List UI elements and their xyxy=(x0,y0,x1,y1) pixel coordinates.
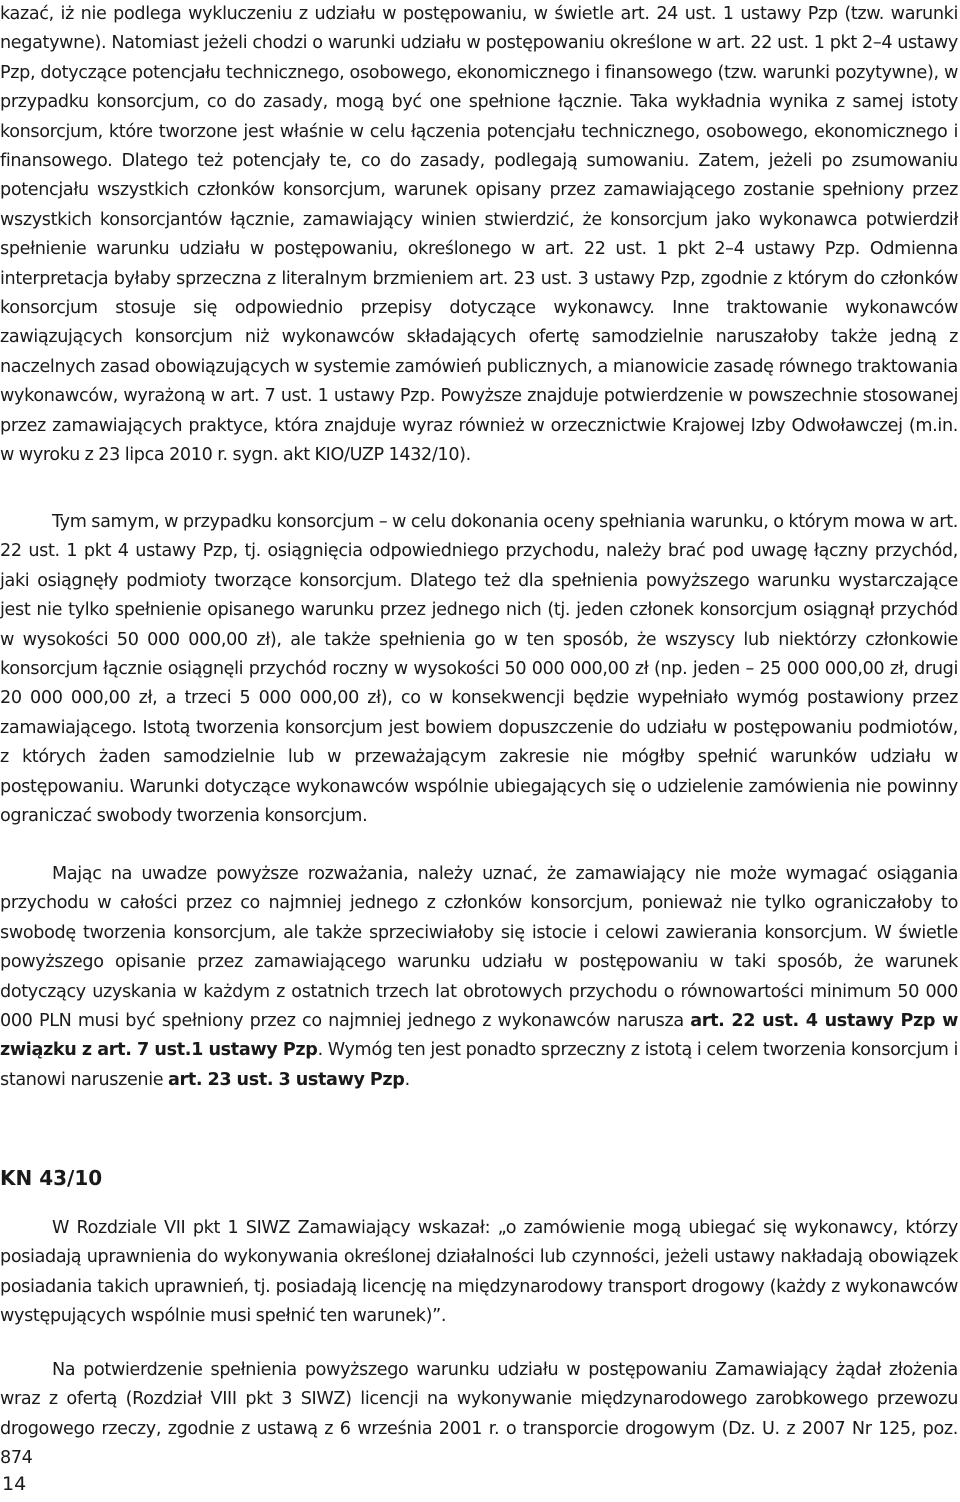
conclusion-text-continued: . Wymóg ten jest ponadto sprzeczny z istotą i celem tworzenia konsorcjum i stanowi naruszenie xyxy=(0,1040,958,1090)
section-heading: KN 43/10 xyxy=(0,1166,103,1190)
legal-reference-bold: art. 23 ust. 3 ustawy Pzp xyxy=(167,1069,405,1090)
paragraph-consortium-conditions: kazać, iż nie podlega wykluczeniu z udziału w postępowaniu, w świetle art. 24 ust. 1 ustawy Pzp (tzw. warunki negatywne). Natomiast jeżeli chodzi o warunki udziału w postępowaniu określone w art. 22 ust. 1 pkt 2–4 ustawy Pzp, dotyczące potencjału technicznego, osobowego, ekonomicznego i finansowego (tzw. warunki pozytywne), w przypadku konsorcjum, co do zasady, mogą być one spełnione łącznie. Taka wykładnia wynika z samej istoty konsorcjum, które tworzone jest właśnie w celu łączenia potencjału technicznego, osobowego, ekonomicznego i finansowego. Dlatego też potencjały te, co do zasady, podlegają sumowaniu. Zatem, jeżeli po zsumowaniu potencjału wszystkich członków konsorcjum, warunek opisany przez zamawiającego zostanie spełniony przez wszystkich konsorcjantów łącznie, zamawiający winien stwierdzić, że konsorcjum jako wykonawca potwierdził spełnienie warunku udziału w postępowaniu, określonego w art. 22 ust. 1 pkt 2–4 ustawy Pzp. Odmienna interpretacja byłaby sprzeczna z literalnym brzmieniem art. 23 ust. 3 ustawy Pzp, zgodnie z którym do członków konsorcjum stosuje się odpowiednio przepisy dotyczące wykonawcy. Inne traktowanie wykonawców zawiązujących konsorcjum niż wykonawców składających ofertę samodzielnie naruszałoby także jedną z naczelnych zasad obowiązujących w systemie zamówień publicznych, a mianowicie zasadę równego traktowania wykonawców, wyrażoną w art. 7 ust. 1 ustawy Pzp. Powyższe znajduje potwierdzenie w powszechnie stosowanej przez zamawiających praktyce, która znajduje wyraz również w orzecznictwie Krajowej Izby Odwoławczej (m.in. w wyroku z 23 lipca 2010 r. sygn. akt KIO/UZP 1432/10). xyxy=(0,4,958,466)
paragraph-siwz-requirement: W Rozdziale VII pkt 1 SIWZ Zamawiający wskazał: „o zamówienie mogą ubiegać się wykonawcy, którzy posiadają uprawnienia do wykonywania określonej działalności lub czynności, jeżeli ustawy nakładają obowiązek posiadania takich uprawnień, tj. posiadają licencję na międzynarodowy transport drogowy (każdy z wykonawców występujących wspólnie musi spełnić ten warunek)”. xyxy=(0,1218,958,1327)
paragraph-consortium-revenue: Tym samym, w przypadku konsorcjum – w celu dokonania oceny spełniania warunku, o którym mowa w art. 22 ust. 1 pkt 4 ustawy Pzp, tj. osiągnięcia odpowiedniego przychodu, należy brać pod uwagę łączny przychód, jaki osiągnęły podmioty tworzące konsorcjum. Dlatego też dla spełnienia powyższego warunku wystarczające jest nie tylko spełnienie opisanego warunku przez jednego nich (tj. jeden członek konsorcjum osiągnął przychód w wysokości 50 000 000,00 zł), ale także spełnienia go w ten sposób, że wszyscy lub niektórzy członkowie konsorcjum łącznie osiągnęli przychód roczny w wysokości 50 000 000,00 zł (np. jeden – 25 000 000,00 zł, drugi 20 000 000,00 zł, a trzeci 5 000 000,00 zł), co w konsekwencji będzie wypełniało wymóg postawiony przez zamawiającego. Istotą tworzenia konsorcjum jest bowiem dopuszczenie do udziału w postępowaniu podmiotów, z których żaden samodzielnie lub w przeważającym zakresie nie mógłby spełnić warunków udziału w postępowaniu. Warunki dotyczące wykonawców wspólnie ubiegających się o udzielenie zamówienia nie powinny ograniczać swobody tworzenia konsorcjum. xyxy=(0,512,958,827)
conclusion-text-end: . xyxy=(404,1069,410,1090)
paragraph-license-confirmation: Na potwierdzenie spełnienia powyższego warunku udziału w postępowaniu Zamawiający żądał złożenia wraz z ofertą (Rozdział VIII pkt 3 SIWZ) licencji na wykonywanie międzynarodowego zarobkowego przewozu drogowego rzeczy, zgodnie z ustawą z 6 września 2001 r. o transporcie drogowym (Dz. U. z 2007 Nr 125, poz. 874 xyxy=(0,1360,958,1469)
paragraph-conclusion xyxy=(0,860,958,1095)
legal-reference-bold: art. 22 ust. 4 ustawy Pzp w związku z art. 7 ust.1 ustawy Pzp xyxy=(0,1011,959,1061)
page-number: 14 xyxy=(2,1473,27,1495)
conclusion-text: Mając na uwadze powyższe rozważania, należy uznać, że zamawiający nie może wymagać osiągania przychodu w całości przez co najmniej jednego z członków konsorcjum, ponieważ nie tylko ograniczałoby to swobodę tworzenia konsorcjum, ale także sprzeciwiałoby się istocie i celowi zawierania konsorcjum. W świetle powyższego opisanie przez zamawiającego warunku udziału w postępowaniu w taki sposób, że warunek dotyczący uzyskania w każdym z ostatnich trzech lat obrotowych przychodu o równowartości minimum 50 000 000 PLN musi być spełniony przez co najmniej jednego z wykonawców narusza xyxy=(0,864,958,1032)
